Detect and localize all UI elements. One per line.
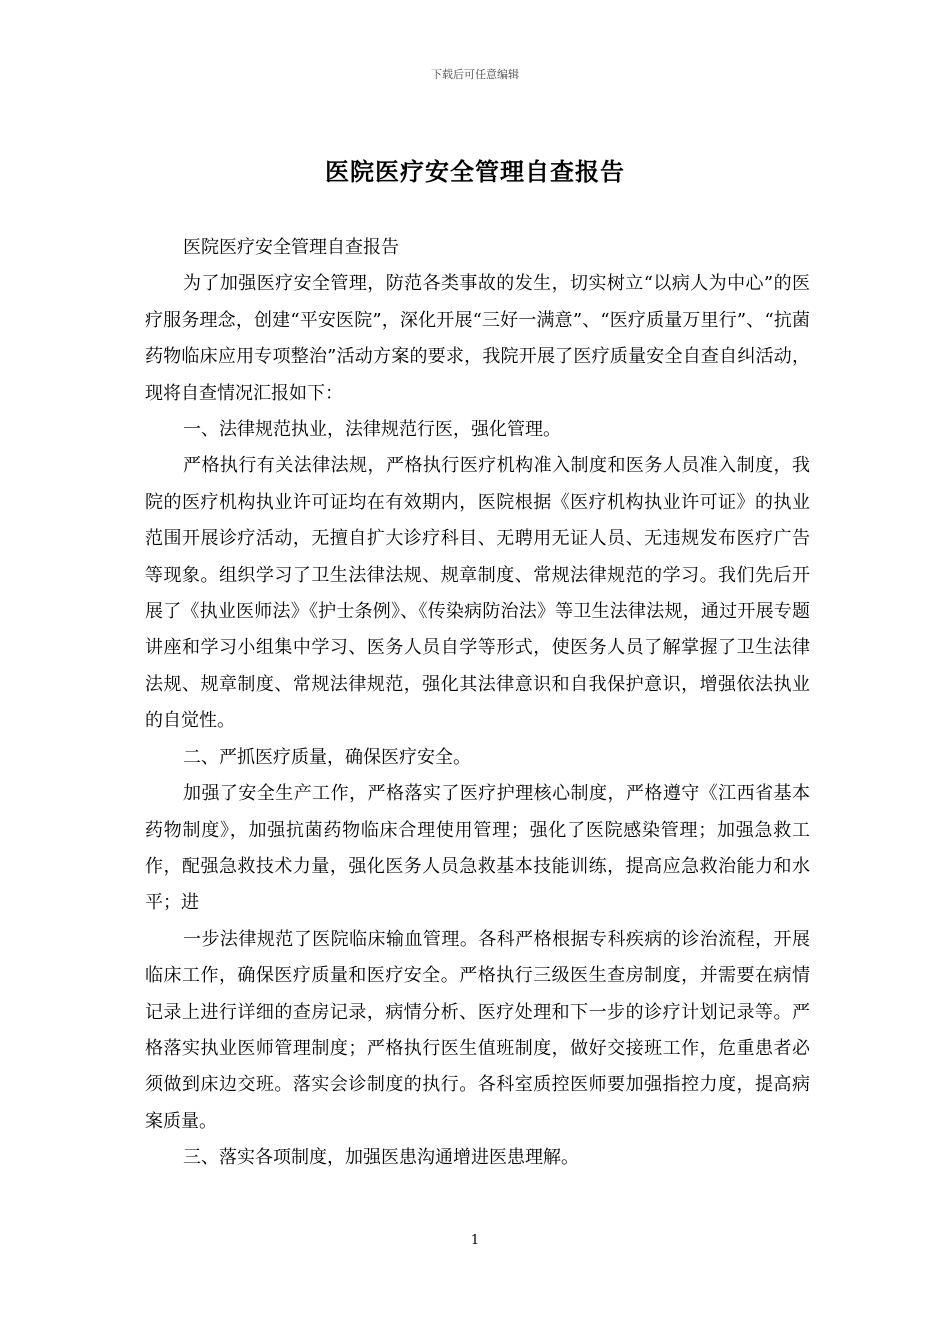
section-heading-2: 二、严抓医疗质量，确保医疗安全。 [183, 746, 471, 768]
paragraph-subtitle: 医院医疗安全管理自查报告 [183, 237, 399, 258]
paragraph-section-1: 严格执行有关法律法规，严格执行医疗机构准入制度和医务人员准入制度，我院的医疗机构执业许可证均在有效期内，医院根据《医疗机构执业许可证》的执业范围开展诊疗活动，无擅自扩大诊疗科目、无聘用无证人员、无违规发布医疗广告等现象。组织学习了卫生法律法规、规章制度、常规法律规范的学习。我们先后开展了《执业医师法》《护士条例》、《传染病防治法》等卫生法律法规，通过开展专题讲座和学习小组集中学习、医务人员自学等形式，使医务人员了解掌握了卫生法律法规、规章制度、常规法律规范，强化其法律意识和自我保护意识，增强依法执业的自觉性。 [145, 455, 810, 732]
paragraph-section-2b: 一步法律规范了医院临床输血管理。各科严格根据专科疾病的诊治流程，开展临床工作，确保医疗质量和医疗安全。严格执行三级医生查房制度，并需要在病情记录上进行详细的查房记录，病情分析、医疗处理和下一步的诊疗计划记录等。严格落实执业医师管理制度；严格执行医生值班制度，做好交接班工作，危重患者必须做到床边交班。落实会诊制度的执行。各科室质控医师要加强指控力度，提高病案质量。 [145, 928, 810, 1132]
page-number: 1 [470, 1233, 480, 1248]
section-heading-3: 三、落实各项制度，加强医患沟通增进医患理解。 [183, 1147, 579, 1169]
header-note: 下载后可任意编辑 [431, 68, 519, 81]
document-body [145, 230, 810, 1177]
paragraph-section-2a: 加强了安全生产工作，严格落实了医疗护理核心制度，严格遵守《江西省基本药物制度》，加强抗菌药物临床合理使用管理；强化了医院感染管理；加强急救工作，配强急救技术力量，强化医务人员急救基本技能训练，提高应急救治能力和水平；进 [145, 783, 810, 914]
document-title: 医院医疗安全管理自查报告 [325, 157, 625, 186]
section-heading-1: 一、法律规范执业，法律规范行医，强化管理。 [183, 419, 561, 441]
paragraph-intro: 为了加强医疗安全管理，防范各类事故的发生，切实树立“以病人为中心”的医疗服务理念，创建“平安医院”，深化开展“三好一满意”、“医疗质量万里行”、“抗菌药物临床应用专项整治”活动方案的要求，我院开展了医疗质量安全自查自纠活动，现将自查情况汇报如下： [145, 273, 810, 404]
